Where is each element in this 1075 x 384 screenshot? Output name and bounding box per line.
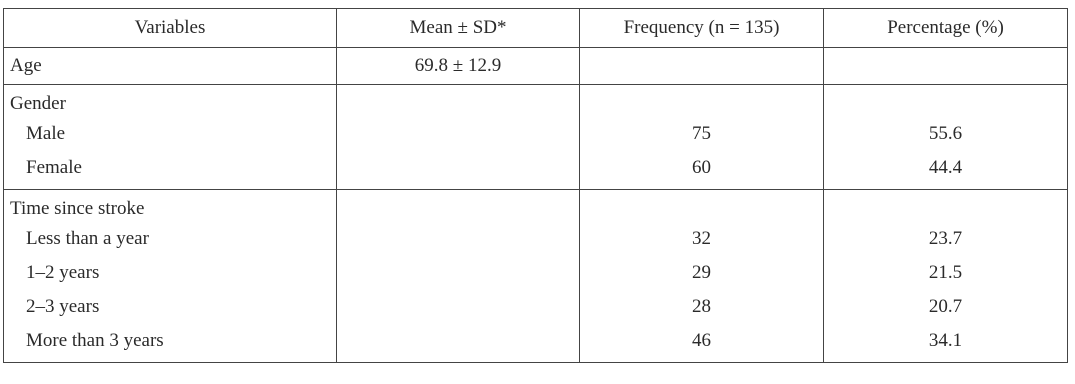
gender-male-label: Male (26, 123, 66, 144)
stroke-less-year-frequency: 32 (692, 228, 711, 249)
gender-frequencies (580, 85, 824, 190)
age-row (4, 48, 1068, 85)
stroke-labels (4, 190, 337, 363)
gender-female-label: Female (26, 157, 82, 178)
header-row (4, 9, 1068, 48)
stroke-more-3-percentage: 34.1 (928, 330, 963, 351)
stroke-more-3-label: More than 3 years (26, 330, 164, 351)
gender-female-frequency: 60 (692, 157, 711, 178)
gender-mean-sd (337, 85, 580, 190)
table-container (3, 8, 1068, 363)
stroke-less-year-label: Less than a year (26, 228, 149, 249)
stroke-frequencies (580, 190, 824, 363)
gender-male-percentage: 55.6 (928, 123, 963, 144)
gender-female-percentage: 44.4 (928, 157, 963, 178)
stroke-1-2-frequency: 29 (692, 262, 711, 283)
demographics-table (3, 8, 1068, 363)
stroke-2-3-percentage: 20.7 (928, 296, 963, 317)
stroke-less-year-percentage: 23.7 (928, 228, 963, 249)
stroke-title: Time since stroke (10, 198, 145, 219)
age-frequency (580, 48, 824, 85)
gender-title: Gender (10, 93, 66, 114)
header-frequency: Frequency (n = 135) (580, 9, 824, 48)
gender-group (4, 85, 1068, 190)
gender-percentages (824, 85, 1068, 190)
stroke-more-3-frequency: 46 (692, 330, 711, 351)
gender-male-frequency: 75 (692, 123, 711, 144)
stroke-1-2-label: 1–2 years (26, 262, 100, 283)
stroke-group (4, 190, 1068, 363)
header-percentage: Percentage (%) (824, 9, 1068, 48)
age-label: Age (4, 48, 337, 85)
stroke-2-3-label: 2–3 years (26, 296, 100, 317)
stroke-1-2-percentage: 21.5 (928, 262, 963, 283)
age-percentage (824, 48, 1068, 85)
gender-labels (4, 85, 337, 190)
stroke-2-3-frequency: 28 (692, 296, 711, 317)
header-mean-sd: Mean ± SD* (337, 9, 580, 48)
stroke-mean-sd (337, 190, 580, 363)
stroke-percentages (824, 190, 1068, 363)
header-variables: Variables (4, 9, 337, 48)
age-mean-sd: 69.8 ± 12.9 (337, 48, 580, 85)
